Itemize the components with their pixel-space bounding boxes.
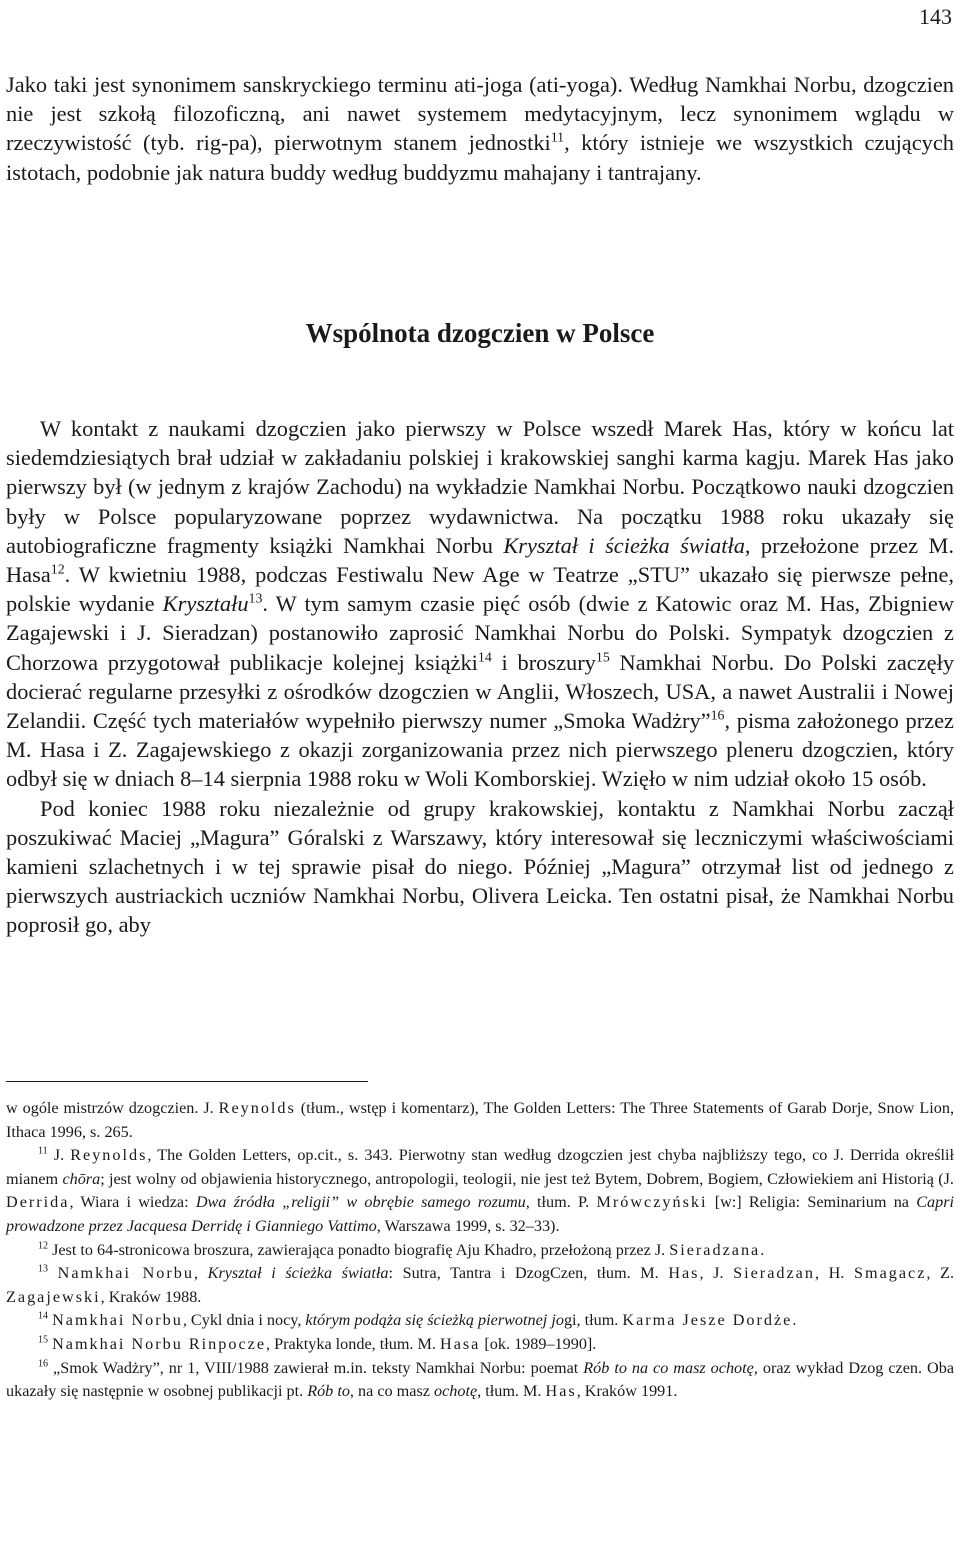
footnote-11-number: 11	[38, 1145, 48, 1157]
fn15-text-b: , Praktyka londe, tłum. M.	[266, 1334, 440, 1353]
footnote-14	[6, 1309, 954, 1333]
footnote-14-number: 14	[38, 1310, 49, 1322]
fn-cont-text-c: (tłum., wstęp i komentarz), The Golden Letters: The Three Statements of Garab Dorje, Snow Lion, Ithaca 1996, s. 265.	[6, 1099, 954, 1141]
footnote-13	[6, 1262, 954, 1309]
page-number: 143	[919, 4, 952, 29]
fn16-text-e: , na co masz	[349, 1382, 434, 1401]
fn11-text-e: ; jest wolny od objawienia historycznego, antropologii, teologii, nie jest też Bytem, Dobrem, Bogiem, Człowiekiem ani Historią (J.	[100, 1169, 954, 1188]
fn12-translator: Sieradzana	[669, 1240, 761, 1259]
fn11-text-a: J.	[47, 1146, 71, 1165]
fn13-translator-zagajewski: Zagajewski	[6, 1287, 101, 1306]
p1-text-f: . W tym samym czasie pięć osób (dwie z Katowic oraz M. Has, Zbigniew Zagajewski i J. Sieradzan) postanowiło zaprosić Namkhai Norbu do Polski. Sympatyk dzogczien z Chorzowa przygotował publikacje kolejnej książki	[6, 591, 954, 675]
footnote-ref-14[interactable]: 14	[477, 650, 492, 666]
fn16-title-rob-to-short: Rób to	[307, 1382, 350, 1401]
fn12-text-c: .	[760, 1240, 765, 1259]
fn13-text-b: ,	[193, 1264, 208, 1283]
section-body	[6, 414, 954, 940]
fn14-author: Namkhai Norbu	[52, 1311, 183, 1330]
footnote-separator	[6, 1081, 368, 1082]
fn16-translator: Has	[545, 1382, 577, 1401]
fn12-text-a: Jest to 64-stronicowa broszura, zawierająca ponadto biografię Aju Khadro, przełożoną przez J.	[48, 1240, 670, 1259]
fn15-text-d: [ok. 1989–1990].	[480, 1334, 597, 1353]
fn16-text-i: , Kraków 1991.	[576, 1382, 678, 1401]
paragraph-1	[6, 414, 954, 794]
fn13-text-j: , Z.	[926, 1264, 954, 1283]
p1-text-a: W kontakt z naukami dzogczien jako pierwszy w Polsce wszedł Marek Has, który w końcu lat siedemdziesiątych brał udział w zakładaniu polskiej i krakowskiej sanghi karma kagju. Marek Has jako pierwszy był (w jednym z krajów Zachodu) na wykładzie Namkhai Norbu. Początkowo nauki dzogczien były w Polsce popularyzowane poprzez wydawnictwa. Na początku 1988 roku ukazały się autobiograficzne fragmenty książki Namkhai Norbu	[6, 416, 954, 558]
fn11-text-c: , The Golden Letters, op.cit., s. 343. Pierwotny stan według dzogczien jest chyba najbliższy tego, co J. Derrida określił mianem	[6, 1146, 954, 1188]
section-heading: Wspólnota dzogczien w Polsce	[305, 318, 655, 348]
footnote-16	[6, 1357, 954, 1404]
fn11-text-g: , Wiara i wiedza:	[69, 1193, 196, 1212]
footnote-12-number: 12	[38, 1240, 49, 1252]
footnotes	[6, 1097, 954, 1404]
fn11-text-i: , tłum. P.	[525, 1193, 597, 1212]
fn14-translator: Karma Jesze Dordże	[622, 1311, 793, 1330]
fn14-title: którym podąża się ścieżką pierwotnej jo	[305, 1311, 564, 1330]
fn13-translator-sieradzan: Sieradzan	[733, 1264, 815, 1283]
fn13-text-l: , Kraków 1988.	[100, 1287, 202, 1306]
fn16-title-rob-to: Rób to na co masz ochotę	[583, 1358, 754, 1377]
book-title-krysztalu: Kryształu	[162, 591, 249, 617]
footnote-15-number: 15	[38, 1334, 49, 1346]
fn13-translator-smagacz: Smagacz	[853, 1264, 927, 1283]
fn-cont-text-a: w ogóle mistrzów dzogczien. J.	[6, 1099, 219, 1117]
footnote-ref-12[interactable]: 12	[50, 562, 65, 578]
footnote-ref-11[interactable]: 11	[550, 130, 565, 146]
footnote-12	[6, 1239, 954, 1263]
p1-text-c: , przełożone przez M. Hasa	[6, 532, 954, 588]
fn14-text-d: gi, tłum.	[563, 1311, 623, 1330]
p1-text-h: Namkhai Norbu. Do Polski zaczęły docierać regularne przesyłki z ośrodków dzogczien w Anglii, Włoszech, USA, a nawet Australii i Nowej Zelandii. Część tych materiałów wypełniło pierwszy numer „Smoka Wadżry”	[6, 649, 955, 734]
footnote-11	[6, 1144, 954, 1238]
intro-paragraph	[6, 70, 954, 187]
fn11-text-k: [w:] Religia: Seminarium na	[707, 1193, 917, 1212]
footnote-13-number: 13	[38, 1263, 49, 1275]
footnote-ref-16[interactable]: 16	[710, 708, 725, 724]
p1-text-d: . W kwietniu 1988, podczas Festiwalu New Age w Teatrze „STU” ukazało się pierwsze pełne, polskie wydanie	[6, 562, 954, 617]
paragraph-2: Pod koniec 1988 roku niezależnie od grupy krakowskiej, kontaktu z Namkhai Norbu zaczął poszukiwać Maciej „Magura” Góralski z Warszawy, który interesował się leczniczymi właściwościami kamieni szlachetnych i w tej sprawie pisał do niego. Później „Magura” otrzymał list od jednego z pierwszych austriackich uczniów Namkhai Norbu, Olivera Leicka. Ten ostatni pisał, że Namkhai Norbu poprosił go, aby	[6, 795, 954, 938]
footnote-continued	[6, 1097, 954, 1144]
fn13-text-h: , H.	[814, 1264, 854, 1283]
fn13-title: Kryształ i ścieżka światła	[207, 1264, 389, 1283]
fn11-text-m: , Warszawa 1999, s. 32–33).	[376, 1216, 560, 1235]
book-title-krysztal: Kryształ i ścieżka światła	[503, 532, 745, 558]
fn15-author: Namkhai Norbu Rinpocze	[52, 1334, 266, 1353]
fn13-text-f: , J.	[699, 1264, 734, 1283]
fn16-text-a: „Smok Wadżry”, nr 1, VIII/1988 zawierał m.in. teksty Namkhai Norbu: poemat	[48, 1358, 584, 1377]
fn11-author-reynolds: Reynolds	[70, 1146, 148, 1165]
fn13-author: Namkhai Norbu	[57, 1264, 194, 1283]
fn11-title-capri: Capri prowadzone przez Jacquesa Derridę i Gianniego Vattimo	[6, 1193, 955, 1235]
fn11-title-dwa-zrodla: Dwa źródła „religii” w obrębie samego rozumu	[195, 1193, 526, 1212]
intro-text-1: Jako taki jest synonimem sanskryckiego terminu ati-joga (ati-yoga). Według Namkhai Norbu, dzogczien nie jest szkołą filozoficzną, ani nawet systemem medytacyjnym, lecz synonimem wglądu w rzeczywistość (tyb. rig-pa), pierwotnym stanem jednostki	[6, 72, 954, 156]
fn11-author-derrida: Derrida	[6, 1193, 70, 1212]
fn14-text-b: , Cykl dnia i nocy,	[182, 1311, 306, 1330]
fn13-text-d: : Sutra, Tantra i DzogCzen, tłum. M.	[388, 1264, 669, 1283]
fn-cont-author: Reynolds	[218, 1099, 296, 1117]
p1-text-i: , pisma założonego przez M. Hasa i Z. Zagajewskiego z okazji zorganizowania przez nich pierwszego pleneru dzogczien, który odbył się w dniach 8–14 sierpnia 1988 roku w Woli Komborskiej. Wzięło w nim udział około 15 osób.	[6, 708, 954, 792]
fn16-title-ochote: ochotę	[433, 1382, 478, 1401]
fn16-text-g: , tłum. M.	[477, 1382, 546, 1401]
fn13-translator-has: Has	[668, 1264, 700, 1283]
fn11-translator: Mrówczyński	[596, 1193, 708, 1212]
fn11-term-chora: chōra	[62, 1169, 101, 1188]
intro-text-2: , który istnieje we wszystkich czujących istotach, podobnie jak natura buddy według buddyzmu mahajany i tantrajany.	[6, 130, 954, 185]
footnote-15	[6, 1333, 954, 1357]
fn14-text-f: .	[792, 1311, 797, 1330]
footnote-16-number: 16	[38, 1358, 49, 1370]
fn16-text-c: , oraz wykład Dzog czen. Oba ukazały się następnie w osobnej publikacji pt.	[6, 1358, 954, 1401]
footnote-ref-13[interactable]: 13	[248, 591, 263, 607]
p1-text-g: i broszury	[491, 649, 596, 675]
fn15-translator: Hasa	[440, 1334, 481, 1353]
footnote-ref-15[interactable]: 15	[595, 650, 610, 666]
